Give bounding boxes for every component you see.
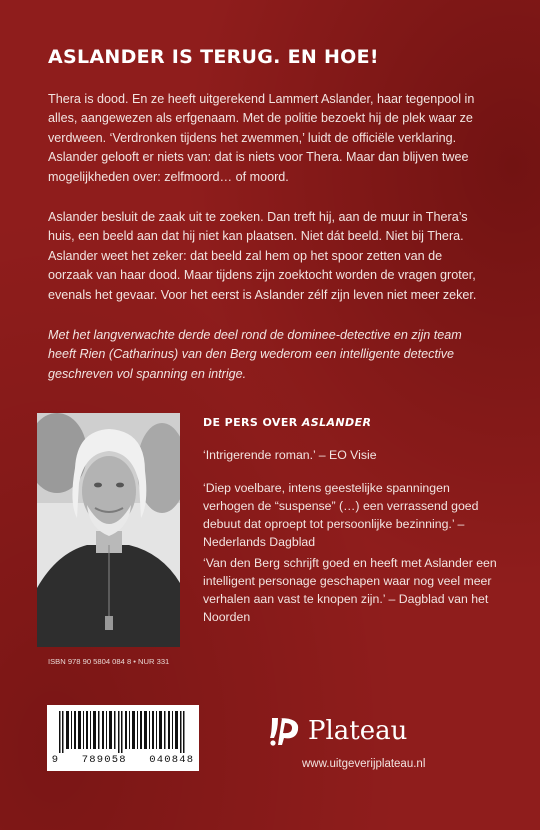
plateau-logo-icon [268, 716, 302, 746]
author-portrait-icon [37, 413, 180, 647]
publisher-logo [268, 716, 407, 746]
quote-text: ‘Diep voelbare, intens geestelijke spanningen verhogen de “suspense” (…) een verrassend goed debuut dat oproept tot persoonlijke bezinning.’ [203, 481, 479, 531]
blurb-paragraph-2: Aslander besluit de zaak uit te zoeken. Dan treft hij, aan de muur in Thera’s huis, een beeld aan dat hij niet kan plaatsen. Niet dát beeld. Niet bij Thera. Aslander weet het zeker: dat beeld zal hem op het spoor zetten van de oorzaak van haar dood. Maar tijdens zijn zoektocht worden de vragen groter, evenals het gevaar. Voor het eerst is Aslander zélf zijn leven niet meer zeker. [48, 210, 477, 302]
press-section-title [203, 416, 371, 429]
blurb-paragraph-1: Thera is dood. En ze heeft uitgerekend Lammert Aslander, haar tegenpool in alles, aangewezen als erfgenaam. Met de politie bezoekt hij de plek waar ze verdween. ‘Verdronken tijdens het zwemmen,’ luidt de officiële verklaring. Aslander gelooft er niets van: dat is niets voor Thera. Maar dan blijven twee mogelijkheden over: zelfmoord… of moord. [48, 92, 475, 184]
quote-source: – Dagblad van het Noorden [203, 592, 489, 624]
publisher-name: Plateau [308, 716, 408, 746]
barcode-icon [47, 705, 199, 755]
blurb-paragraph-3: Met het langverwachte derde deel rond de dominee-detective en zijn team heeft Rien (Catharinus) van den Berg wederom een intelligente detective geschreven vol spanning en intrige. [48, 328, 462, 381]
press-quote [203, 554, 503, 626]
isbn-line: ISBN 978 90 5804 084 8 • NUR 331 [48, 657, 170, 666]
quote-source: – EO Visie [315, 448, 377, 462]
press-quote [203, 479, 503, 551]
press-title-prefix: DE PERS OVER [203, 416, 298, 429]
press-title-book: ASLANDER [301, 416, 372, 429]
press-quote [203, 446, 503, 464]
barcode-digits: 9 789058 040848 [51, 754, 195, 766]
quote-text: ‘Van den Berg schrijft goed en heeft met Aslander een intelligent personage geschapen waar nog veel meer verhalen aan vast te knopen zijn.’ [203, 556, 497, 606]
publisher-url: www.uitgeverijplateau.nl [302, 758, 426, 770]
barcode [47, 705, 199, 771]
quote-source: – Nederlands Dagblad [203, 517, 465, 549]
back-cover-headline: ASLANDER IS TERUG. EN HOE! [48, 46, 379, 68]
quote-text: ‘Intrigerende roman.’ [203, 448, 316, 462]
author-photo [37, 413, 180, 647]
